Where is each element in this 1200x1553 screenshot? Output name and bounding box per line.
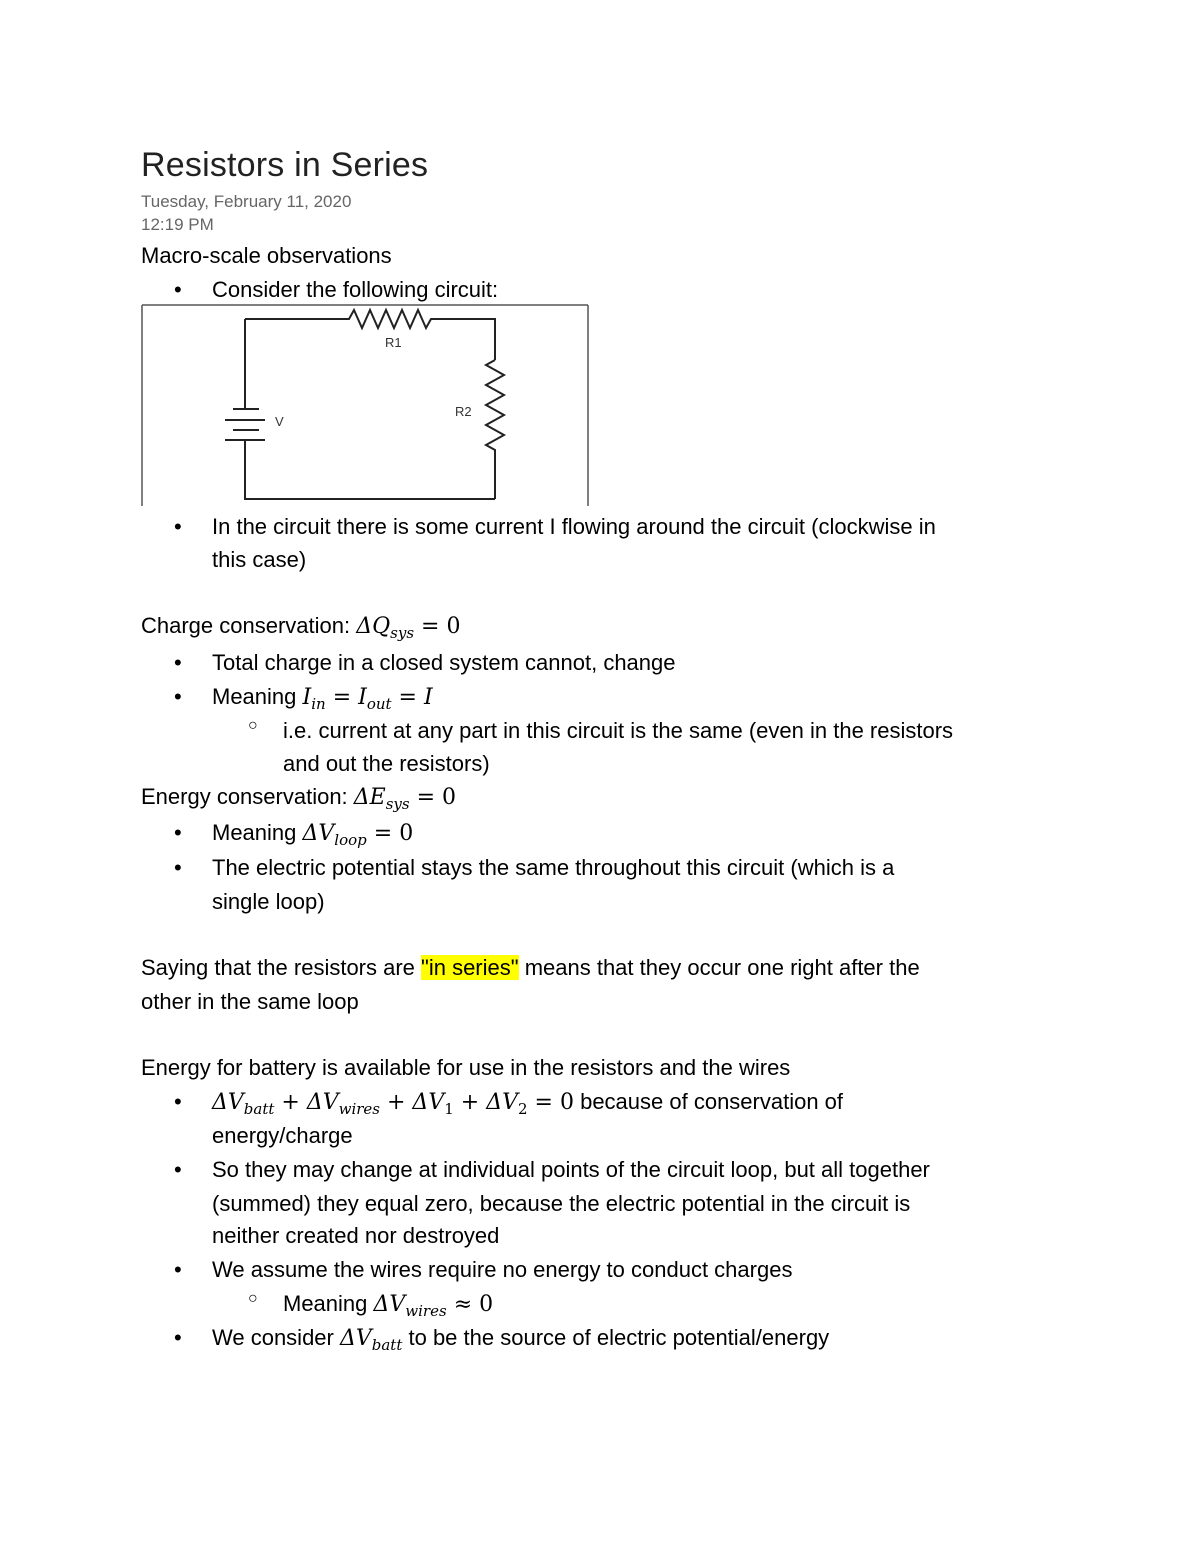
charge-subbullet-line-1: i.e. current at any part in this circuit is the same (even in the resistors	[283, 718, 954, 743]
bullet-icon: •	[174, 1089, 182, 1114]
bullet-icon: •	[174, 1157, 182, 1182]
series-line-1: Saying that the resistors are "in series" means that they occur one right after the	[141, 955, 920, 980]
highlighted-term: "in series"	[421, 955, 519, 980]
battery-bullet-2-line-2: (summed) they equal zero, because the electric potential in the circuit is	[212, 1191, 911, 1216]
charge-bullet-1: Total charge in a closed system cannot, change	[212, 650, 676, 675]
macro-bullet-2-line-1: In the circuit there is some current I flowing around the circuit (clockwise in	[212, 514, 936, 539]
r1-label: R1	[385, 335, 402, 350]
battery-bullet-2-line-3: neither created nor destroyed	[212, 1223, 500, 1248]
macro-bullet-2-line-2: this case)	[212, 547, 307, 572]
bullet-icon: •	[174, 684, 182, 709]
charge-subbullet-line-2: and out the resistors)	[283, 751, 490, 776]
bullet-icon: •	[174, 277, 182, 302]
note-date: Tuesday, February 11, 2020	[141, 192, 352, 211]
r2-label: R2	[455, 404, 472, 419]
battery-bullet-2-line-1: So they may change at individual points of the circuit loop, but all together	[212, 1157, 930, 1182]
energy-heading: Energy conservation: $\Delta E_{sys} = 0$	[141, 784, 457, 813]
page-title: Resistors in Series	[141, 146, 429, 184]
sub-bullet-icon: ○	[248, 1290, 258, 1307]
bullet-icon: •	[174, 1257, 182, 1282]
energy-bullet-2-line-1: The electric potential stays the same throughout this circuit (which is a	[212, 855, 895, 880]
series-line-2: other in the same loop	[141, 989, 359, 1014]
battery-bullet-1-line-2: energy/charge	[212, 1123, 353, 1148]
note-time: 12:19 PM	[141, 215, 214, 234]
macro-bullet-1: Consider the following circuit:	[212, 277, 499, 302]
bullet-icon: •	[174, 855, 182, 880]
sub-bullet-icon: ○	[248, 717, 258, 734]
battery-symbol	[225, 409, 265, 440]
charge-bullet-2: Meaning $I_{in} = I_{out} = I$	[212, 684, 433, 713]
battery-bullet-3: We assume the wires require no energy to conduct charges	[212, 1257, 793, 1282]
bullet-icon: •	[174, 820, 182, 845]
bullet-icon: •	[174, 514, 182, 539]
battery-heading: Energy for battery is available for use in the resistors and the wires	[141, 1055, 791, 1080]
battery-bullet-4: We consider $\Delta V_{batt}$ to be the source of electric potential/energy	[212, 1325, 830, 1354]
circuit-diagram	[141, 303, 589, 506]
battery-bullet-1-line-1: $\Delta V_{batt} + \Delta V_{wires} + \Delta V_1 + \Delta V_2 = 0$ because of conservation of	[212, 1089, 844, 1118]
energy-bullet-2-line-2: single loop)	[212, 889, 325, 914]
bullet-icon: •	[174, 650, 182, 675]
macro-heading: Macro-scale observations	[141, 243, 392, 268]
bullet-icon: •	[174, 1325, 182, 1350]
battery-subbullet: Meaning $\Delta V_{wires} \approx 0$	[283, 1291, 494, 1320]
charge-heading: Charge conservation: $\Delta Q_{sys} = 0$	[141, 613, 461, 642]
v-label: V	[275, 414, 284, 429]
energy-bullet-1: Meaning $\Delta V_{loop} = 0$	[212, 820, 414, 849]
